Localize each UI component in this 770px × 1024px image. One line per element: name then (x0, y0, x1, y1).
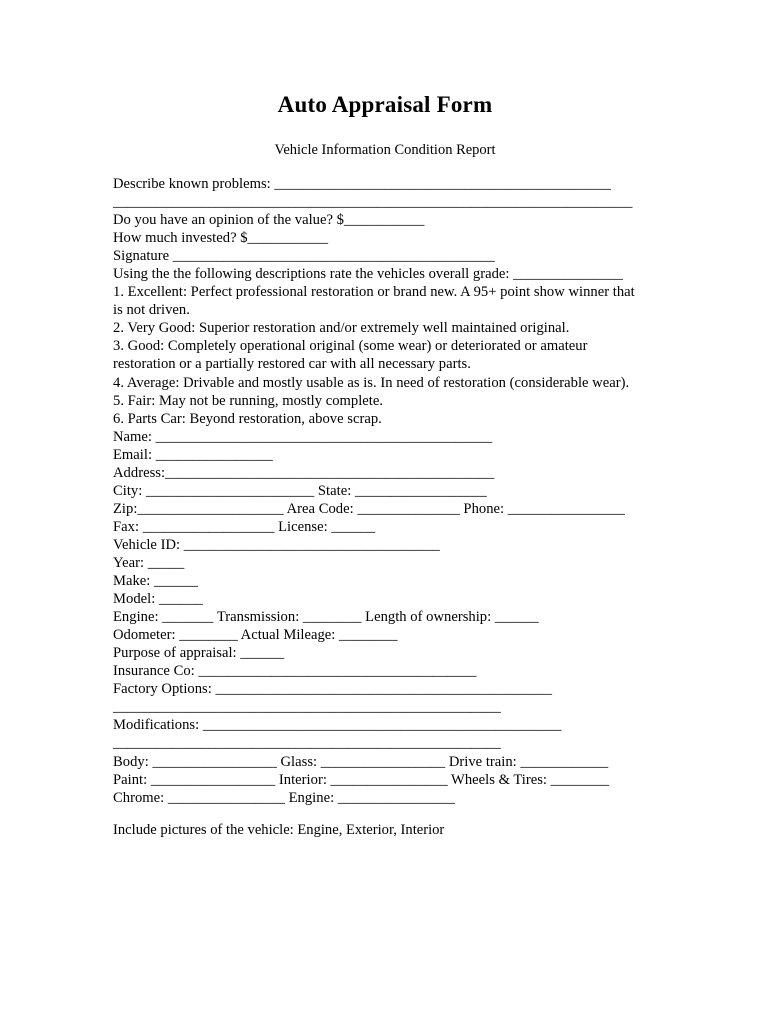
form-line: Chrome: ________________ Engine: ________________ (113, 789, 455, 806)
form-line: 4. Average: Drivable and mostly usable as is. In need of restoration (considerable wear). (113, 374, 630, 391)
form-line: Purpose of appraisal: ______ (113, 645, 285, 662)
form-line: Factory Options: ______________________________________________ (113, 681, 553, 698)
form-line: Name: ______________________________________________ (113, 428, 493, 445)
form-line: 2. Very Good: Superior restoration and/or extremely well maintained original. (113, 320, 570, 337)
form-line: Address:_____________________________________________ (113, 464, 495, 481)
form-line: Body: _________________ Glass: _________________ Drive train: ____________ (113, 753, 609, 770)
form-line: Email: ________________ (113, 446, 273, 463)
form-line: Insurance Co: ______________________________________ (113, 663, 477, 680)
form-line: 6. Parts Car: Beyond restoration, above scrap. (113, 410, 382, 427)
footer-note: Include pictures of the vehicle: Engine, Exterior, Interior (113, 822, 445, 838)
form-line: restoration or a partially restored car with all necessary parts. (113, 356, 471, 373)
form-line: 1. Excellent: Perfect professional restoration or brand new. A 95+ point show winner that (113, 284, 635, 301)
form-line: City: _______________________ State: __________________ (113, 482, 487, 499)
form-line: Modifications: _________________________________________________ (113, 717, 562, 734)
form-line: _____________________________________________________ (113, 699, 501, 716)
form-line: Using the the following descriptions rate the vehicles overall grade: _______________ (113, 266, 623, 283)
form-line: 5. Fair: May not be running, mostly complete. (113, 392, 384, 409)
form-line: Vehicle ID: ___________________________________ (113, 536, 440, 553)
form-line: How much invested? $___________ (113, 230, 329, 247)
page-title: Auto Appraisal Form (277, 92, 493, 117)
form-line: Model: ______ (113, 591, 203, 608)
form-line: Engine: _______ Transmission: ________ Length of ownership: ______ (113, 609, 539, 626)
form-line: Do you have an opinion of the value? $___________ (113, 212, 425, 229)
form-line: 3. Good: Completely operational original (some wear) or deteriorated or amateur (113, 338, 588, 355)
form-line: _____________________________________________________ (113, 735, 501, 752)
form-line: Odometer: ________ Actual Mileage: ________ (113, 627, 398, 644)
form-line: Year: _____ (113, 554, 185, 571)
form-line: is not driven. (113, 302, 190, 319)
form-line: Paint: _________________ Interior: ________________ Wheels & Tires: ________ (113, 771, 610, 788)
form-line: Describe known problems: ______________________________________________ (113, 176, 611, 192)
form-line: _______________________________________________________________________ (113, 194, 633, 211)
form-line: Make: ______ (113, 573, 198, 590)
form-body (113, 175, 713, 807)
form-line: Fax: __________________ License: ______ (113, 518, 376, 535)
page-subtitle: Vehicle Information Condition Report (274, 142, 496, 158)
form-line: Zip:____________________ Area Code: ______________ Phone: ________________ (113, 500, 625, 517)
form-line: Signature ____________________________________________ (113, 248, 495, 265)
